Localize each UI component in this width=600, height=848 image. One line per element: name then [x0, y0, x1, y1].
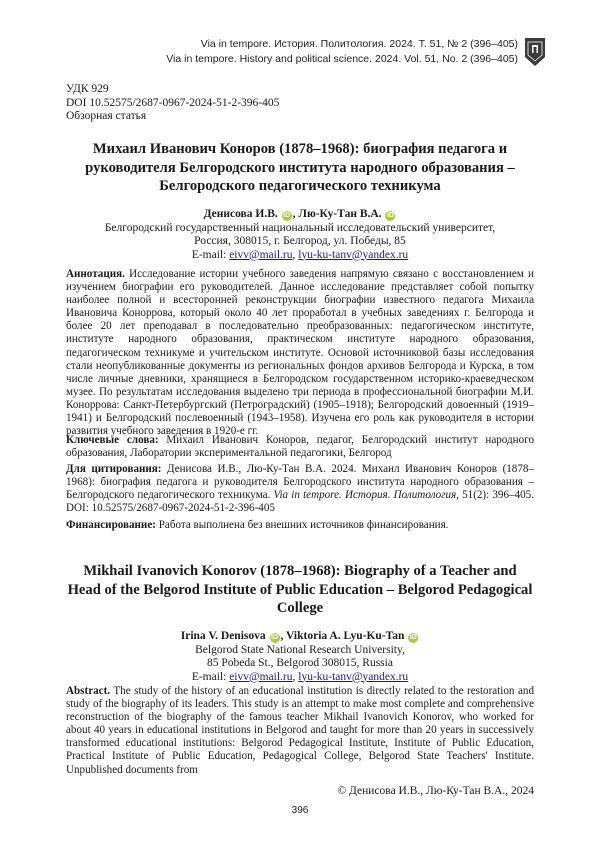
keywords-label-ru: Ключевые слова:	[66, 434, 159, 446]
author-2-en: Viktoria A. Lyu-Ku-Tan	[286, 630, 405, 642]
authors-block-en	[66, 630, 534, 684]
orcid-icon[interactable]: iD	[283, 212, 291, 219]
authors-block-ru	[66, 208, 534, 262]
citation-ru	[66, 463, 534, 515]
email-link-1[interactable]: eivv@mail.ru	[229, 670, 293, 683]
abstract-label-en: Abstract.	[66, 685, 111, 697]
orcid-icon[interactable]: iD	[271, 634, 278, 641]
article-type: Обзорная статья	[66, 110, 147, 122]
email-line-en: E-mail: eivv@mail.ru, lyu-ku-tanv@yandex.ru	[191, 670, 409, 683]
abstract-text-en: The study of the history of an educational institution is directly related to the restoration and study of the biography of its leaders. This study is an attempt to make most complete and comprehensive reconstruction of the biography of the famous teacher Mikhail Ivanovich Konorov, who worked for about 40 years in educational institutions in Belgorod and taught for more than 20 years in successively transformed educational institutions: Belgorod Pedagogical Institute, Institute of Public Education, Practical Institute of Public Education, Pedagogical College, Belgorod State Teachers' Institute. Unpublished documents from	[66, 685, 534, 776]
funding-label-ru: Финансирование:	[66, 519, 156, 531]
citation-tail-ru: , 51(2): 396–405. DOI: 10.52575/2687-0967-2024-51-2-396-405	[66, 489, 534, 515]
affiliation-en-1: Belgorod State National Research University,	[195, 643, 405, 656]
belsu-logo-icon	[524, 37, 546, 67]
abstract-label-ru: Аннотация.	[66, 268, 125, 280]
running-header	[166, 37, 518, 67]
abstract-text-ru: Исследование истории учебного заведения напрямую связано с восстановлением и изучением биографии его руководителей. Данное исследование представляет собой попытку наиболее полной и всесторонней реконструкции биографии известного педагога Михаила Ивановича Коноррова, который около 40 лет проработал в учебных заведениях г. Белгорода и более 20 лет преподавал в последовательно преобразованных: педагогическом институте, институте народного образования, практическом институте народного образования, педагогическом техникуме и учительском институте. Основой источниковой базы исследования стали неопубликованные документы из региональных фондов архивов Белгорода и Курска, в том числе личные дневники, хранящиеся в Белгородском государственном историко-краеведческом музее. По результатам исследования выделено три периода в профессиональной биографии М.И. Коноррова: Санкт-Петербургский (Петроградский) (1905–1918); Белгородский довоенный (1919–1941) и Белгородский послевоенный (1943–1958). Изучена его роль как руководителя в истории развития учебного заведения в 1920-е гг.	[66, 268, 534, 438]
email-link-2[interactable]: lyu-ku-tanv@yandex.ru	[298, 248, 409, 261]
abstract-en	[66, 685, 534, 777]
email-link-1[interactable]: eivv@mail.ru	[229, 248, 293, 261]
running-header-ru: Via in tempore. История. Политология. 2024. Т. 51, № 2 (396–405)	[200, 38, 518, 50]
email-line-ru: E-mail: eivv@mail.ru, lyu-ku-tanv@yandex.ru	[191, 248, 409, 261]
affiliation-en-2: 85 Pobeda St., Belgorod 308015, Russia	[207, 657, 393, 669]
doi: DOI 10.52575/2687-0967-2024-51-2-396-405	[66, 96, 280, 109]
funding-text-ru: Работа выполнена без внешних источников финансирования.	[155, 519, 449, 531]
author-names-ru: Денисова И.В. iD , Лю-Ку-Тан В.А. iD	[203, 208, 394, 220]
keywords-text-ru: Михаил Иванович Коноров, педагог, Белгородский институт народного образования, Лаборатории экспериментальной педагогики, Белгород	[66, 434, 534, 460]
orcid-icon[interactable]: iD	[409, 634, 417, 641]
title-en: Mikhail Ivanovich Konorov (1878–1968): Biography of a Teacher and Head of the Belgorod Institute of Public Education – Belgorod Pedagogical College	[67, 563, 533, 616]
affiliation-ru-2: Россия, 308015, г. Белгород, ул. Победы, 85	[194, 235, 406, 247]
author-names-en: Irina V. Denisova iD , Viktoria A. Lyu-Ku-Tan iD	[180, 630, 417, 642]
title-ru: Михаил Иванович Коноров (1878–1968): биография педагога и руководителя Белгородского института народного образования – Белгородского педагогического техникума	[85, 141, 515, 194]
affiliation-ru-1: Белгородский государственный национальный исследовательский университет,	[104, 221, 496, 234]
citation-label-ru: Для цитирования:	[66, 463, 162, 475]
funding-ru	[66, 519, 534, 532]
author-2-ru: Лю-Ку-Тан В.А.	[298, 208, 382, 220]
author-1-ru: Денисова И.В.	[203, 208, 278, 220]
email-label: E-mail:	[191, 248, 230, 261]
email-label: E-mail:	[191, 670, 230, 683]
article-meta	[66, 83, 279, 124]
copyright: © Денисова И.В., Лю-Ку-Тан В.А., 2024	[337, 785, 534, 797]
abstract-ru	[66, 268, 534, 438]
running-header-en: Via in tempore. History and political science. 2024. Vol. 51, No. 2 (396–405)	[166, 53, 518, 65]
page-number: 396	[291, 805, 309, 816]
citation-journal-ru: Via in tempore. История. Политология	[273, 489, 457, 502]
author-1-en: Irina V. Denisova	[180, 630, 266, 642]
keywords-ru	[66, 434, 534, 460]
citation-text-ru: Денисова И.В., Лю-Ку-Тан В.А. 2024. Михаил Иванович Коноров (1878–1968): биография педагога и руководителя Белгородского института народного образования – Белгородского педагогического техникума.	[66, 463, 534, 502]
orcid-icon[interactable]: iD	[386, 212, 394, 219]
email-link-2[interactable]: lyu-ku-tanv@yandex.ru	[298, 670, 409, 683]
udk: УДК 929	[66, 83, 109, 95]
